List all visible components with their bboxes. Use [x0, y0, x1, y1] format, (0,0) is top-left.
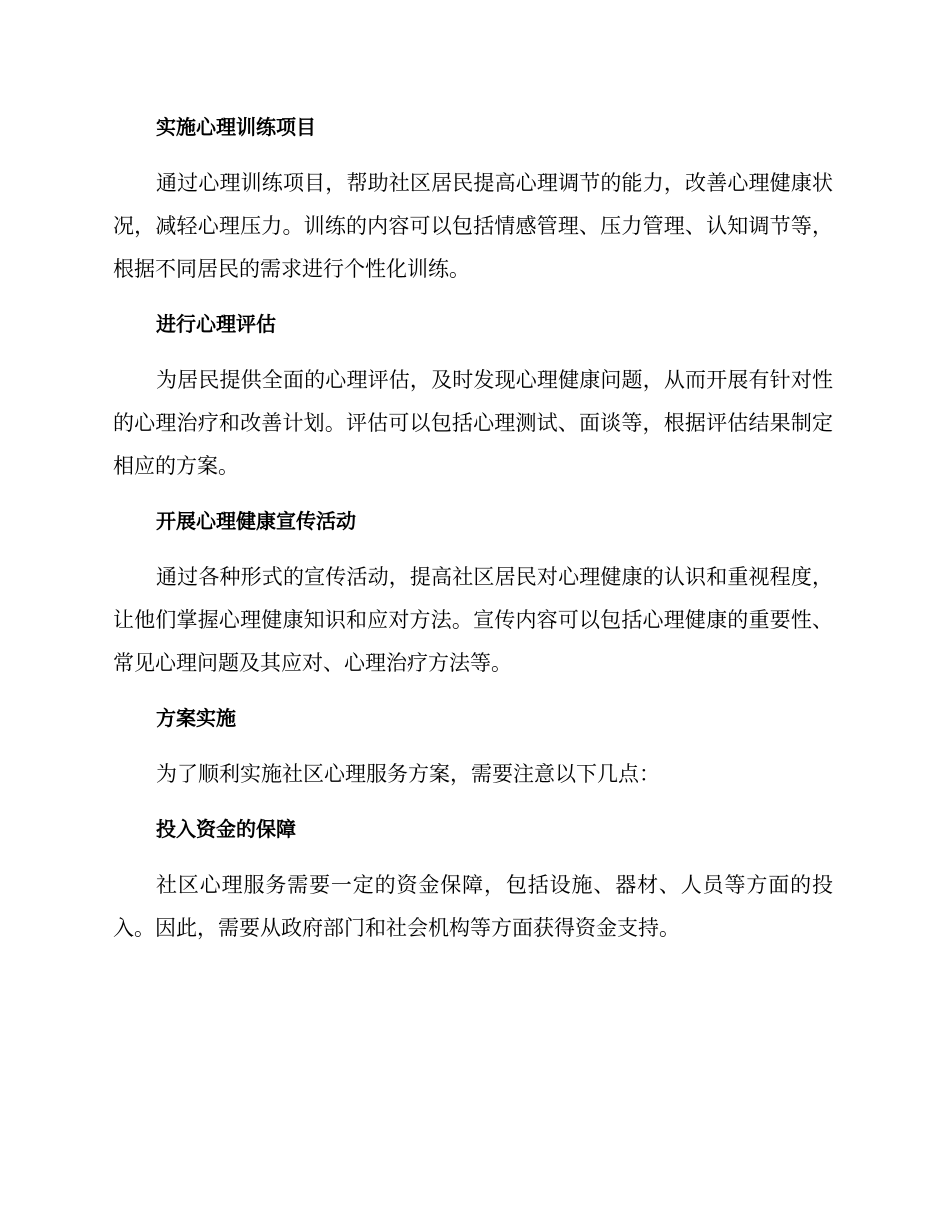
section-heading-training: 实施心理训练项目	[156, 115, 316, 139]
section-body-implementation: 为了顺利实施社区心理服务方案，需要注意以下几点：	[156, 762, 660, 786]
document-content	[113, 108, 833, 950]
section-heading-funding: 投入资金的保障	[156, 817, 296, 841]
section-heading-assessment: 进行心理评估	[156, 312, 276, 336]
section-body-funding: 社区心理服务需要一定的资金保障，包括设施、器材、人员等方面的投入。因此，需要从政府部门和社会机构等方面获得资金支持。	[113, 873, 833, 940]
section-heading-implementation: 方案实施	[156, 706, 236, 730]
section-body-publicity: 通过各种形式的宣传活动，提高社区居民对心理健康的认识和重视程度，让他们掌握心理健康知识和应对方法。宣传内容可以包括心理健康的重要性、常见心理问题及其应对、心理治疗方法等。	[113, 565, 833, 675]
section-heading-publicity: 开展心理健康宣传活动	[156, 509, 356, 533]
section-body-training: 通过心理训练项目，帮助社区居民提高心理调节的能力，改善心理健康状况，减轻心理压力。训练的内容可以包括情感管理、压力管理、认知调节等，根据不同居民的需求进行个性化训练。	[113, 171, 833, 281]
section-body-assessment: 为居民提供全面的心理评估，及时发现心理健康问题，从而开展有针对性的心理治疗和改善计划。评估可以包括心理测试、面谈等，根据评估结果制定相应的方案。	[113, 368, 833, 478]
